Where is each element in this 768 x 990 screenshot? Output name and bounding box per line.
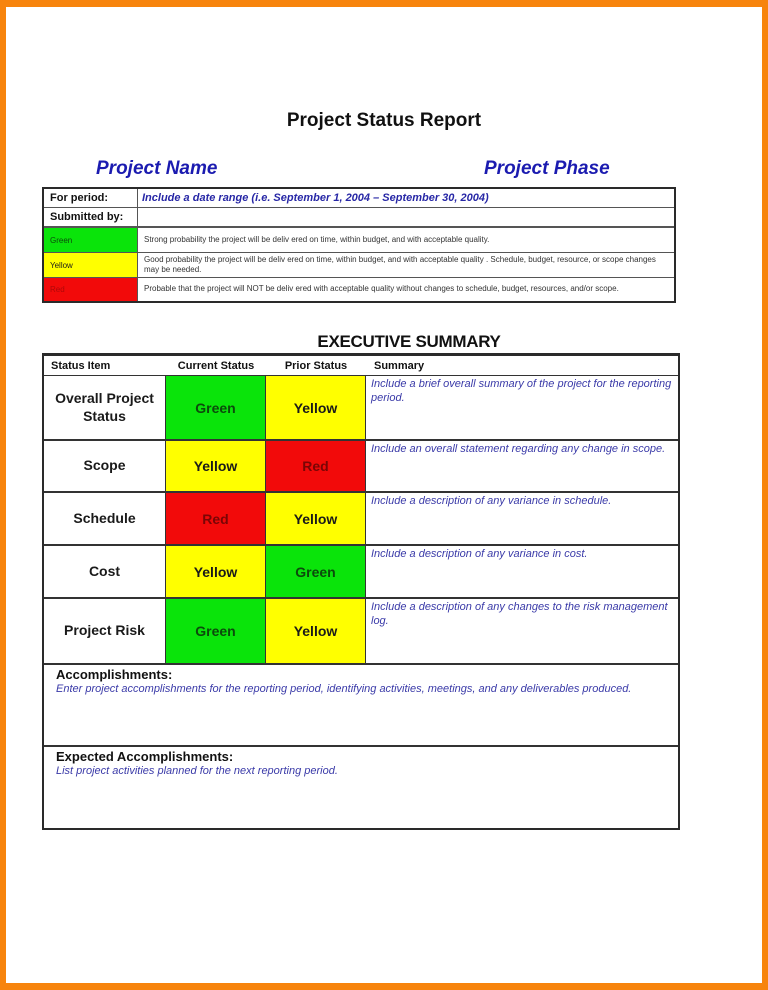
status-item-label: Project Risk: [44, 599, 166, 663]
current-status-cell[interactable]: Green: [166, 376, 266, 439]
table-row-schedule: [44, 493, 678, 546]
report-header-table: [42, 187, 676, 303]
column-header-current-status: Current Status: [177, 359, 255, 372]
prior-status-cell[interactable]: Red: [266, 441, 366, 491]
legend-row-green: [44, 228, 674, 253]
legend-description-red: Probable that the project will NOT be deliv ered with acceptable quality without changes to schedule, budget, resources, and/or scope.: [144, 284, 619, 294]
legend-swatch-yellow: Yellow: [44, 253, 138, 277]
status-item-label: Schedule: [44, 493, 166, 544]
status-item-label: Overall Project Status: [44, 376, 166, 439]
summary-cell[interactable]: Include a description of any variance in cost.: [371, 548, 588, 560]
project-name-field[interactable]: Project Name: [96, 158, 218, 179]
legend-row-yellow: [44, 253, 674, 278]
for-period-input[interactable]: Include a date range (i.e. September 1, 2004 – September 30, 2004): [142, 192, 489, 204]
table-row-cost: [44, 546, 678, 599]
legend-row-red: [44, 278, 674, 301]
summary-cell[interactable]: Include a description of any changes to the risk management log.: [371, 601, 668, 627]
legend-swatch-red: Red: [44, 278, 138, 301]
table-row-project-risk: [44, 599, 678, 665]
legend-description-green: Strong probability the project will be deliv ered on time, within budget, and with acceptable quality.: [144, 234, 490, 244]
project-phase-field[interactable]: Project Phase: [484, 158, 610, 179]
current-status-cell[interactable]: Red: [166, 493, 266, 544]
prior-status-cell[interactable]: Green: [266, 546, 366, 597]
submitted-by-input[interactable]: [138, 208, 674, 226]
current-status-cell[interactable]: Yellow: [166, 441, 266, 491]
table-header-row: [44, 356, 678, 376]
status-item-label: Cost: [44, 546, 166, 597]
submitted-by-label: Submitted by:: [44, 208, 138, 226]
prior-status-cell[interactable]: Yellow: [266, 376, 366, 439]
for-period-row: [44, 189, 674, 208]
prior-status-cell[interactable]: Yellow: [266, 599, 366, 663]
executive-summary-table: [42, 353, 680, 830]
submitted-by-row: [44, 208, 674, 228]
expected-accomplishments-input[interactable]: List project activities planned for the next reporting period.: [56, 765, 338, 777]
expected-accomplishments-title: Expected Accomplishments:: [56, 749, 234, 764]
current-status-cell[interactable]: Green: [166, 599, 266, 663]
table-row-overall-status: [44, 376, 678, 441]
expected-accomplishments-section: [44, 747, 678, 828]
summary-cell[interactable]: Include a brief overall summary of the project for the reporting period.: [371, 378, 672, 404]
legend-description-yellow: Good probability the project will be deliv ered on time, within budget, and with acceptable quality . Schedule, budget, resource, or scope changes may be needed.: [144, 254, 656, 274]
executive-summary-title: EXECUTIVE SUMMARY: [317, 332, 501, 351]
column-header-status-item: Status Item: [51, 359, 111, 372]
column-header-prior-status: Prior Status: [284, 359, 348, 372]
column-header-summary: Summary: [374, 359, 425, 372]
for-period-label: For period:: [44, 189, 138, 207]
accomplishments-input[interactable]: Enter project accomplishments for the reporting period, identifying activities, meetings, and any deliverables produced.: [56, 683, 632, 695]
executive-summary-heading: [0, 332, 728, 352]
table-row-scope: [44, 441, 678, 493]
legend-swatch-green: Green: [44, 228, 138, 252]
report-title: Project Status Report: [286, 110, 482, 131]
prior-status-cell[interactable]: Yellow: [266, 493, 366, 544]
status-item-label: Scope: [44, 441, 166, 491]
summary-cell[interactable]: Include an overall statement regarding any change in scope.: [371, 443, 666, 455]
accomplishments-title: Accomplishments:: [56, 667, 173, 682]
summary-cell[interactable]: Include a description of any variance in schedule.: [371, 495, 612, 507]
current-status-cell[interactable]: Yellow: [166, 546, 266, 597]
accomplishments-section: [44, 665, 678, 747]
